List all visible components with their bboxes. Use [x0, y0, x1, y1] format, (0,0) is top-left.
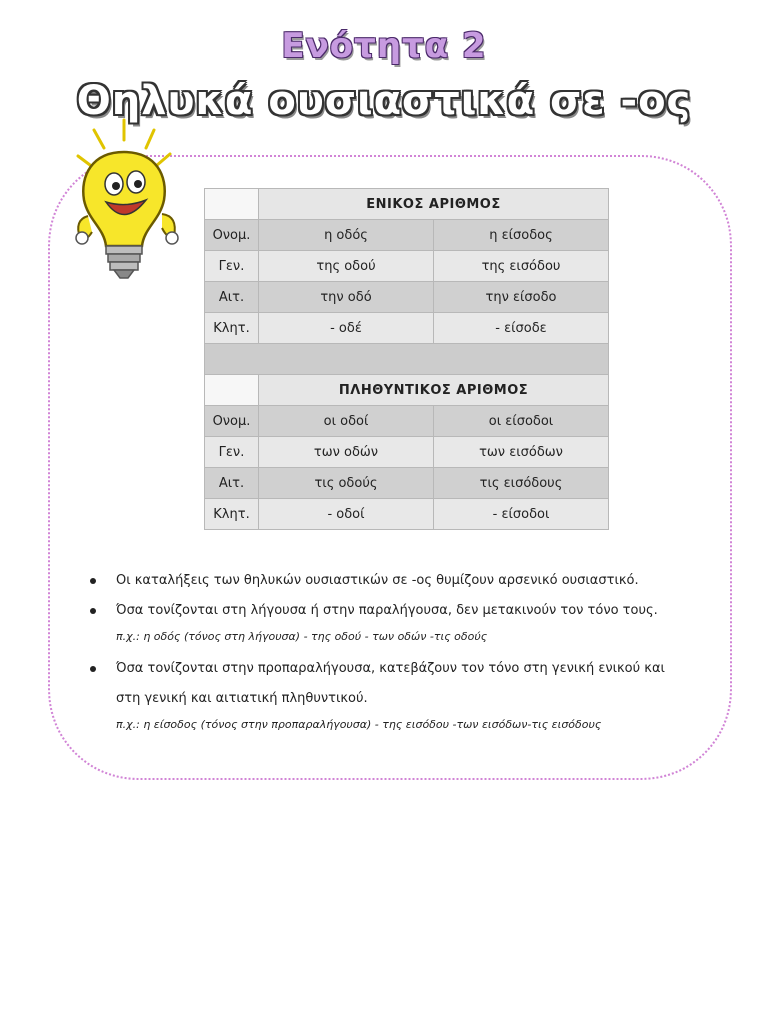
- rule-text: Οι καταλήξεις των θηλυκών ουσιαστικών σε -ος θυμίζουν αρσενικό ουσιαστικό.: [116, 573, 639, 588]
- table-row: [205, 406, 609, 437]
- table-row: [205, 313, 609, 344]
- table-row: [205, 499, 609, 530]
- case-label: Κλητ.: [205, 499, 259, 530]
- table-row: [205, 468, 609, 499]
- form-cell: οι είσοδοι: [434, 406, 609, 437]
- rule-text-continued: στη γενική και αιτιατική πληθυντικού.: [116, 691, 368, 706]
- example-text: π.χ.: η είσοδος (τόνος στην προπαραλήγουσα) - της εισόδου -των εισόδων-τις εισόδους: [116, 718, 602, 731]
- case-label: Αιτ.: [205, 282, 259, 313]
- rule-text: Όσα τονίζονται στη λήγουσα ή στην παραλήγουσα, δεν μετακινούν τον τόνο τους.: [116, 603, 658, 618]
- form-cell: - οδοί: [259, 499, 434, 530]
- table-row: [205, 220, 609, 251]
- form-cell: οι οδοί: [259, 406, 434, 437]
- form-cell: η είσοδος: [434, 220, 609, 251]
- page-title: Θηλυκά ουσιαστικά σε -ος: [76, 78, 692, 124]
- form-cell: την οδό: [259, 282, 434, 313]
- case-label: Ονομ.: [205, 220, 259, 251]
- case-label: Ονομ.: [205, 406, 259, 437]
- unit-title: Ενότητα 2: [281, 26, 487, 66]
- form-cell: της οδού: [259, 251, 434, 282]
- header-blank-cell: [205, 189, 259, 220]
- lightbulb-mascot-icon: [58, 116, 188, 286]
- separator-row: [205, 344, 609, 375]
- form-cell: της εισόδου: [434, 251, 609, 282]
- table-row: [205, 282, 609, 313]
- form-cell: - είσοδε: [434, 313, 609, 344]
- form-cell: τις οδούς: [259, 468, 434, 499]
- bullet-icon: [90, 608, 96, 614]
- table-row: [205, 437, 609, 468]
- form-cell: - οδέ: [259, 313, 434, 344]
- plural-header-row: [205, 375, 609, 406]
- list-item: [88, 566, 708, 596]
- form-cell: τις εισόδους: [434, 468, 609, 499]
- bullet-icon: [90, 578, 96, 584]
- form-cell: των οδών: [259, 437, 434, 468]
- form-cell: η οδός: [259, 220, 434, 251]
- list-item: [88, 654, 708, 714]
- rules-list: [88, 566, 708, 742]
- singular-header-row: [205, 189, 609, 220]
- declension-table: [204, 188, 609, 530]
- table-row: [205, 251, 609, 282]
- case-label: Αιτ.: [205, 468, 259, 499]
- form-cell: την είσοδο: [434, 282, 609, 313]
- case-label: Γεν.: [205, 437, 259, 468]
- form-cell: των εισόδων: [434, 437, 609, 468]
- separator-cell: [205, 344, 609, 375]
- list-item: [88, 596, 708, 626]
- singular-header: ΕΝΙΚΟΣ ΑΡΙΘΜΟΣ: [259, 189, 609, 220]
- case-label: Γεν.: [205, 251, 259, 282]
- plural-header: ΠΛΗΘΥΝΤΙΚΟΣ ΑΡΙΘΜΟΣ: [259, 375, 609, 406]
- form-cell: - είσοδοι: [434, 499, 609, 530]
- case-label: Κλητ.: [205, 313, 259, 344]
- example-text: π.χ.: η οδός (τόνος στη λήγουσα) - της οδού - των οδών -τις οδούς: [116, 630, 488, 643]
- rule-text: Όσα τονίζονται στην προπαραλήγουσα, κατεβάζουν τον τόνο στη γενική ενικού και: [116, 661, 665, 676]
- bullet-icon: [90, 666, 96, 672]
- header-blank-cell: [205, 375, 259, 406]
